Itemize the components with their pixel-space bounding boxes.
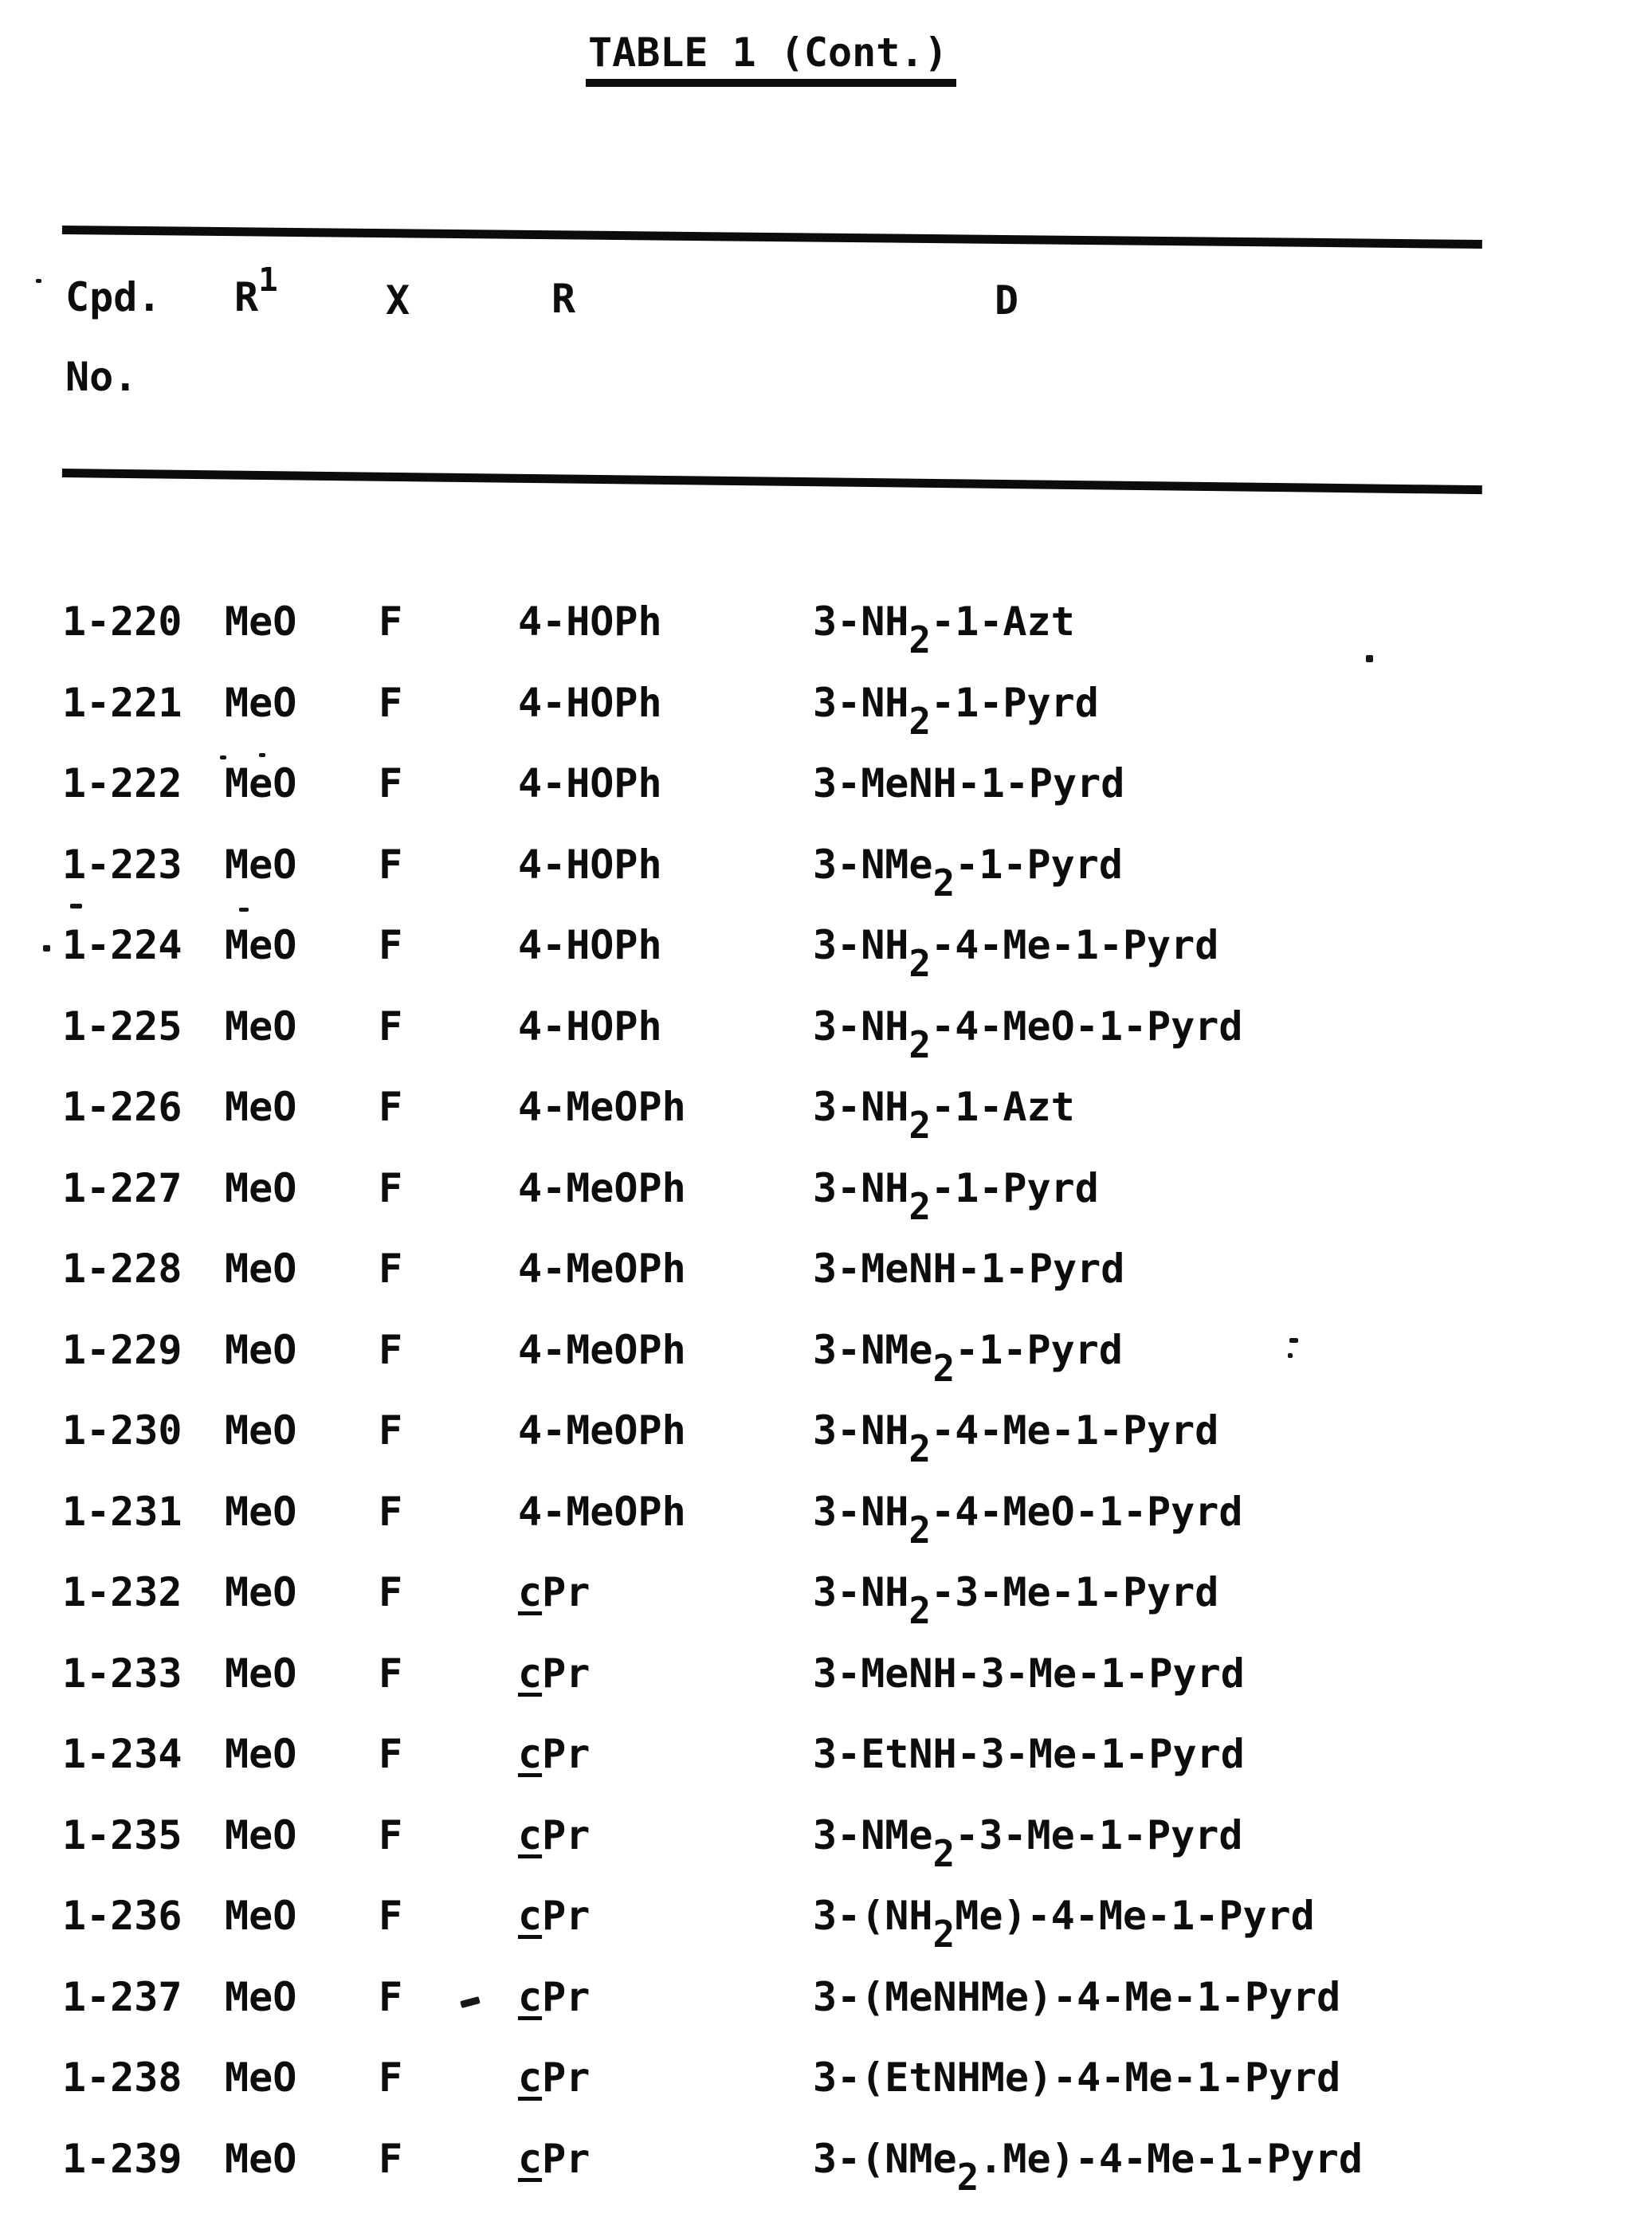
cell-x: F <box>379 1327 403 1373</box>
cell-x: F <box>379 1812 403 1858</box>
table-row <box>0 760 1652 810</box>
cell-x: F <box>379 598 403 645</box>
cell-cpd-no: 1-231 <box>62 1489 182 1535</box>
cell-x: F <box>379 1084 403 1130</box>
column-header-r1-superscript: 1 <box>258 260 278 299</box>
cell-x: F <box>379 922 403 968</box>
cell-r1: MeO <box>225 1569 297 1615</box>
underlined-text: c <box>518 2054 543 2101</box>
cell-x: F <box>379 1165 403 1211</box>
cell-r: cPr <box>518 1650 591 1697</box>
subscript: 2 <box>908 618 932 662</box>
scan-artifact <box>36 279 41 283</box>
cell-r: cPr <box>518 2054 591 2101</box>
cell-d: 3-NH2-3-Me-1-Pyrd <box>813 1569 1219 1633</box>
cell-r1: MeO <box>225 1812 297 1858</box>
cell-r1: MeO <box>225 2136 297 2182</box>
cell-r1: MeO <box>225 842 297 888</box>
scan-artifact <box>43 945 50 952</box>
underlined-text: c <box>518 1731 543 1777</box>
cell-r: 4-HOPh <box>518 1003 662 1050</box>
cell-x: F <box>379 1246 403 1292</box>
cell-r1: MeO <box>225 760 297 806</box>
cell-r: 4-HOPh <box>518 680 662 726</box>
underlined-text: c <box>518 2136 543 2182</box>
cell-r: 4-MeOPh <box>518 1489 686 1535</box>
cell-d: 3-NH2-4-MeO-1-Pyrd <box>813 1489 1243 1552</box>
cell-r1: MeO <box>225 598 297 645</box>
cell-r1: MeO <box>225 1489 297 1535</box>
cell-x: F <box>379 1893 403 1939</box>
cell-d: 3-MeNH-1-Pyrd <box>813 1246 1125 1292</box>
cell-cpd-no: 1-232 <box>62 1569 182 1615</box>
table-row <box>0 1733 1652 1781</box>
underlined-text: c <box>518 1974 543 2020</box>
cell-x: F <box>379 1974 403 2020</box>
cell-d: 3-NMe2-3-Me-1-Pyrd <box>813 1812 1243 1876</box>
column-header-cpd: Cpd. <box>65 274 162 320</box>
cell-cpd-no: 1-228 <box>62 1246 182 1292</box>
column-header-r1 <box>234 260 278 320</box>
table-row <box>0 842 1652 905</box>
cell-r: 4-MeOPh <box>518 1246 686 1292</box>
table-row <box>0 2054 1652 2105</box>
table-row <box>0 1489 1652 1552</box>
cell-cpd-no: 1-233 <box>62 1650 182 1697</box>
scan-artifact <box>259 753 265 757</box>
cell-r1: MeO <box>225 1003 297 1050</box>
scan-artifact <box>220 755 226 759</box>
table-row <box>0 680 1652 744</box>
cell-cpd-no: 1-226 <box>62 1084 182 1130</box>
cell-r1: MeO <box>225 1650 297 1697</box>
scan-artifact <box>1288 1353 1293 1358</box>
scan-artifact <box>70 904 82 908</box>
cell-cpd-no: 1-227 <box>62 1165 182 1211</box>
cell-cpd-no: 1-225 <box>62 1003 182 1050</box>
cell-cpd-no: 1-238 <box>62 2054 182 2101</box>
cell-r: 4-HOPh <box>518 760 662 806</box>
cell-x: F <box>379 1650 403 1697</box>
table-row <box>0 1248 1652 1296</box>
table-row <box>0 1569 1652 1633</box>
cell-r1: MeO <box>225 1893 297 1939</box>
scan-artifact <box>1366 655 1373 662</box>
table-rule-header-bottom <box>62 469 1482 494</box>
table-row <box>0 1407 1652 1471</box>
cell-r: 4-MeOPh <box>518 1327 686 1373</box>
cell-x: F <box>379 760 403 806</box>
cell-r1: MeO <box>225 1974 297 2020</box>
cell-d: 3-NMe2-1-Pyrd <box>813 842 1123 905</box>
cell-d: 3-NH2-4-Me-1-Pyrd <box>813 922 1219 986</box>
table-row <box>0 1893 1652 1956</box>
cell-d: 3-NH2-1-Pyrd <box>813 680 1099 744</box>
cell-d: 3-NH2-1-Pyrd <box>813 1165 1099 1229</box>
table-row <box>0 1327 1652 1391</box>
cell-r: cPr <box>518 1812 591 1858</box>
cell-cpd-no: 1-235 <box>62 1812 182 1858</box>
cell-d: 3-NH2-4-MeO-1-Pyrd <box>813 1003 1243 1067</box>
table-row <box>0 922 1652 986</box>
cell-cpd-no: 1-220 <box>62 598 182 645</box>
cell-r1: MeO <box>225 1327 297 1373</box>
cell-cpd-no: 1-222 <box>62 760 182 806</box>
cell-r1: MeO <box>225 1165 297 1211</box>
cell-x: F <box>379 842 403 888</box>
subscript: 2 <box>908 1589 932 1633</box>
cell-r1: MeO <box>225 1407 297 1454</box>
underlined-text: c <box>518 1569 543 1615</box>
cell-cpd-no: 1-237 <box>62 1974 182 2020</box>
cell-r1: MeO <box>225 1731 297 1777</box>
cell-cpd-no: 1-223 <box>62 842 182 888</box>
cell-d: 3-NH2-4-Me-1-Pyrd <box>813 1407 1219 1471</box>
table-row <box>0 1650 1652 1701</box>
column-header-r1-base: R <box>234 274 259 320</box>
cell-r: cPr <box>518 1893 591 1939</box>
table-row <box>0 598 1652 662</box>
subscript: 2 <box>908 1023 932 1067</box>
cell-d: 3-NH2-1-Azt <box>813 598 1075 662</box>
scan-artifact <box>239 908 249 912</box>
cell-r: 4-HOPh <box>518 842 662 888</box>
cell-r: 4-MeOPh <box>518 1407 686 1454</box>
column-header-no: No. <box>65 354 138 400</box>
page-title: TABLE 1 (Cont.) <box>586 32 956 87</box>
table-row <box>0 1165 1652 1229</box>
cell-r: 4-MeOPh <box>518 1084 686 1130</box>
table-row <box>0 1812 1652 1876</box>
cell-d: 3-EtNH-3-Me-1-Pyrd <box>813 1731 1245 1777</box>
column-header-d: D <box>995 277 1019 324</box>
cell-d: 3-(MeNHMe)-4-Me-1-Pyrd <box>813 1974 1341 2020</box>
subscript: 2 <box>908 700 932 744</box>
subscript: 2 <box>908 1104 932 1148</box>
subscript: 2 <box>908 1185 932 1229</box>
table-row <box>0 1003 1652 1067</box>
cell-x: F <box>379 1407 403 1454</box>
subscript: 2 <box>908 1509 932 1552</box>
subscript: 2 <box>932 861 955 905</box>
cell-r: 4-MeOPh <box>518 1165 686 1211</box>
cell-x: F <box>379 1489 403 1535</box>
underlined-text: c <box>518 1893 543 1939</box>
cell-x: F <box>379 680 403 726</box>
column-header-r: R <box>551 276 576 322</box>
cell-cpd-no: 1-239 <box>62 2136 182 2182</box>
cell-x: F <box>379 1569 403 1615</box>
subscript: 2 <box>932 1913 955 1956</box>
scan-artifact <box>1289 1338 1298 1343</box>
cell-d: 3-NH2-1-Azt <box>813 1084 1075 1148</box>
cell-x: F <box>379 2136 403 2182</box>
cell-d: 3-MeNH-3-Me-1-Pyrd <box>813 1650 1245 1697</box>
cell-d: 3-(NH2Me)-4-Me-1-Pyrd <box>813 1893 1315 1956</box>
cell-r1: MeO <box>225 1084 297 1130</box>
cell-x: F <box>379 1003 403 1050</box>
table-row <box>0 2136 1652 2200</box>
subscript: 2 <box>908 1427 932 1471</box>
cell-cpd-no: 1-221 <box>62 680 182 726</box>
cell-r: cPr <box>518 1974 591 2020</box>
cell-x: F <box>379 1731 403 1777</box>
table-rule-top <box>62 226 1482 249</box>
cell-r: 4-HOPh <box>518 922 662 968</box>
cell-r1: MeO <box>225 922 297 968</box>
cell-r: cPr <box>518 1731 591 1777</box>
subscript: 2 <box>908 942 932 986</box>
cell-r1: MeO <box>225 1246 297 1292</box>
cell-r1: MeO <box>225 2054 297 2101</box>
subscript: 2 <box>956 2156 979 2200</box>
subscript: 2 <box>932 1347 955 1391</box>
cell-r: 4-HOPh <box>518 598 662 645</box>
underlined-text: c <box>518 1650 543 1697</box>
cell-r1: MeO <box>225 680 297 726</box>
column-header-x: X <box>386 277 410 324</box>
table-row <box>0 1084 1652 1148</box>
cell-d: 3-NMe2-1-Pyrd <box>813 1327 1123 1391</box>
cell-cpd-no: 1-236 <box>62 1893 182 1939</box>
cell-d: 3-(EtNHMe)-4-Me-1-Pyrd <box>813 2054 1341 2101</box>
cell-r: cPr <box>518 1569 591 1615</box>
cell-d: 3-(NMe2.Me)-4-Me-1-Pyrd <box>813 2136 1363 2200</box>
table-row <box>0 1976 1652 2024</box>
cell-d: 3-MeNH-1-Pyrd <box>813 760 1125 806</box>
cell-cpd-no: 1-234 <box>62 1731 182 1777</box>
cell-x: F <box>379 2054 403 2101</box>
cell-cpd-no: 1-229 <box>62 1327 182 1373</box>
cell-cpd-no: 1-230 <box>62 1407 182 1454</box>
cell-cpd-no: 1-224 <box>62 922 182 968</box>
subscript: 2 <box>932 1832 955 1876</box>
cell-r: cPr <box>518 2136 591 2182</box>
underlined-text: c <box>518 1812 543 1858</box>
